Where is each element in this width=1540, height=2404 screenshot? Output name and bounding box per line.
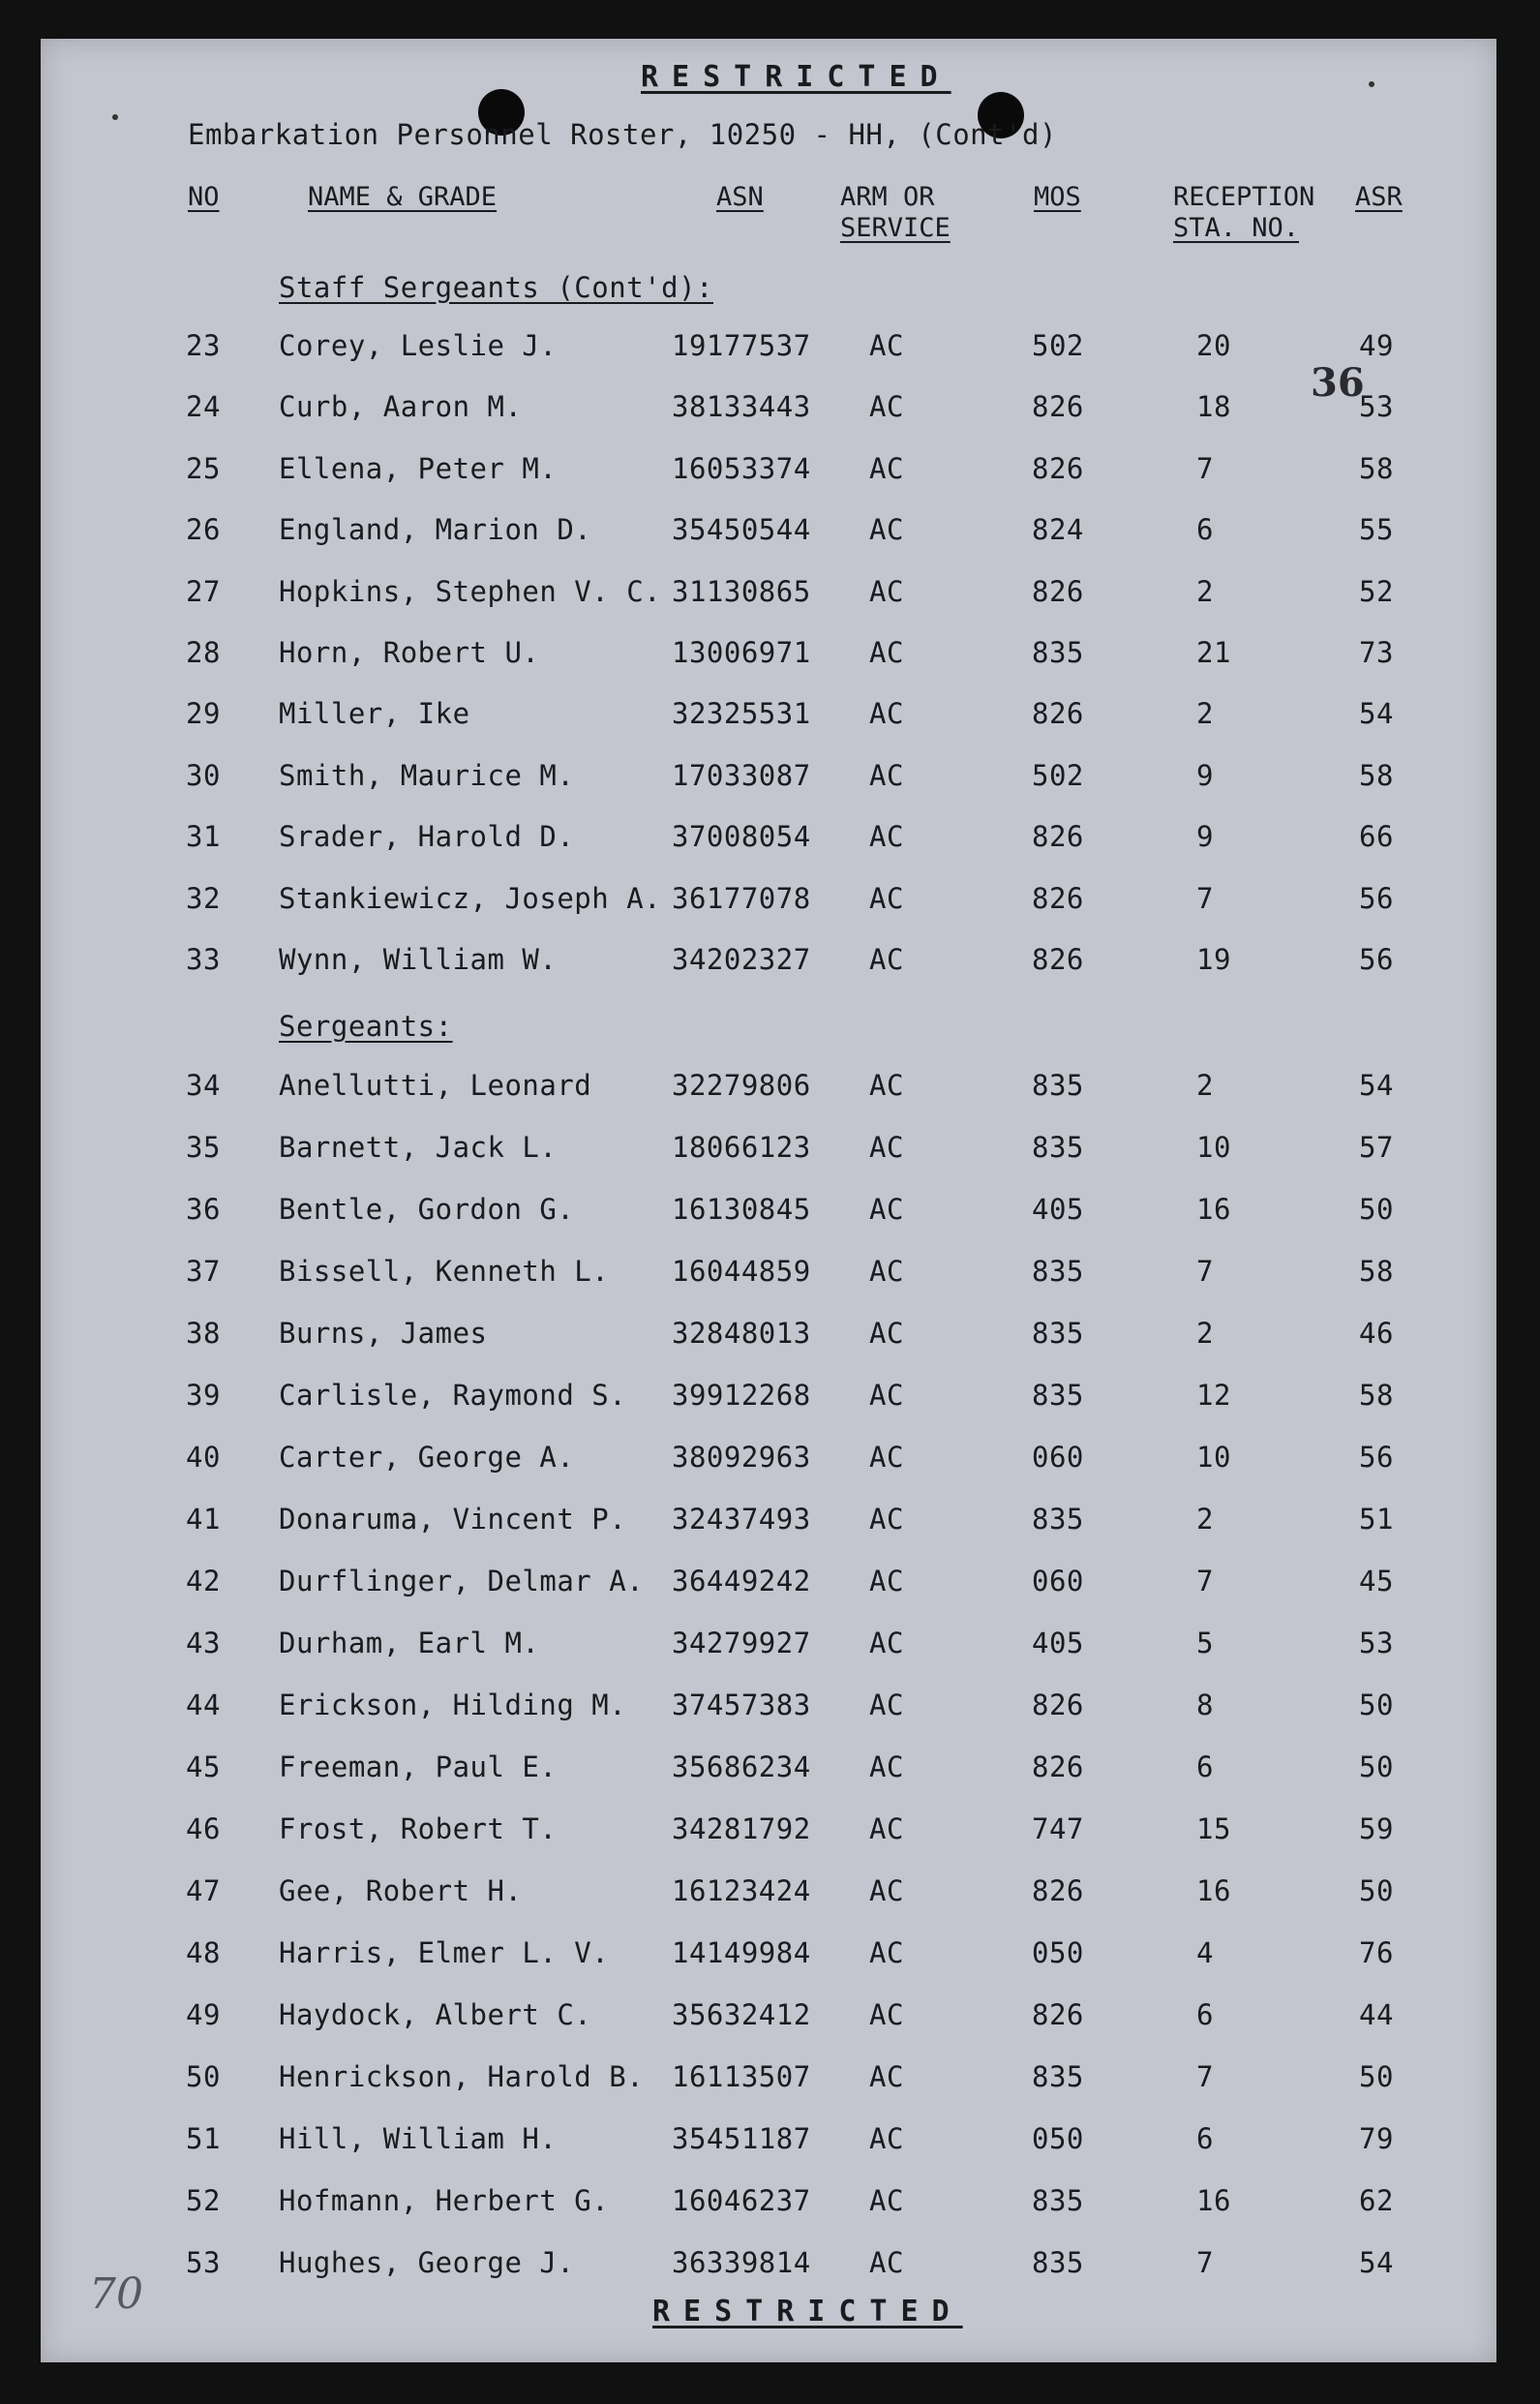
cell-rec: 20 <box>1196 329 1231 362</box>
cell-asr: 45 <box>1359 1565 1394 1598</box>
cell-no: 53 <box>186 2246 221 2279</box>
cell-mos: 502 <box>1032 329 1084 362</box>
cell-rec: 7 <box>1196 451 1214 485</box>
cell-asn: 16123424 <box>672 1874 811 1907</box>
header-asn: ASN <box>716 182 764 212</box>
cell-asr: 55 <box>1359 513 1394 547</box>
cell-asr: 50 <box>1359 2060 1394 2093</box>
cell-no: 39 <box>186 1379 221 1412</box>
cell-rec: 2 <box>1196 1069 1214 1102</box>
cell-asr: 79 <box>1359 2122 1394 2155</box>
cell-mos: 826 <box>1032 1689 1084 1721</box>
cell-asn: 35450544 <box>672 513 811 547</box>
cell-name: Durham, Earl M. <box>279 1627 540 1659</box>
cell-asn: 32848013 <box>672 1317 811 1350</box>
cell-asn: 16046237 <box>672 2184 811 2217</box>
cell-name: Smith, Maurice M. <box>279 758 575 792</box>
cell-asn: 38133443 <box>672 390 811 424</box>
cell-asr: 54 <box>1359 1069 1394 1102</box>
cell-name: Hill, William H. <box>279 2122 558 2155</box>
cell-asn: 16113507 <box>672 2060 811 2093</box>
cell-rec: 6 <box>1196 513 1214 547</box>
cell-name: Burns, James <box>279 1317 488 1350</box>
cell-mos: 824 <box>1032 513 1084 547</box>
cell-rec: 7 <box>1196 1255 1214 1288</box>
cell-name: Stankiewicz, Joseph A. <box>279 881 662 915</box>
cell-name: Haydock, Albert C. <box>279 1998 592 2031</box>
cell-asn: 35451187 <box>672 2122 811 2155</box>
cell-asr: 51 <box>1359 1503 1394 1536</box>
cell-mos: 835 <box>1032 1131 1084 1164</box>
cell-no: 35 <box>186 1131 221 1164</box>
cell-mos: 826 <box>1032 820 1084 854</box>
cell-rec: 19 <box>1196 943 1231 976</box>
cell-arm: AC <box>869 943 904 976</box>
cell-arm: AC <box>869 1255 904 1288</box>
cell-no: 24 <box>186 390 221 424</box>
cell-arm: AC <box>869 636 904 669</box>
cell-no: 29 <box>186 697 221 731</box>
cell-rec: 7 <box>1196 881 1214 915</box>
cell-asn: 35686234 <box>672 1750 811 1783</box>
cell-arm: AC <box>869 1874 904 1907</box>
cell-rec: 4 <box>1196 1936 1214 1969</box>
cell-arm: AC <box>869 697 904 731</box>
cell-rec: 18 <box>1196 390 1231 424</box>
cell-arm: AC <box>869 1131 904 1164</box>
cell-rec: 6 <box>1196 1750 1214 1783</box>
cell-mos: 826 <box>1032 943 1084 976</box>
document-page <box>41 39 1496 2362</box>
cell-asr: 44 <box>1359 1998 1394 2031</box>
cell-rec: 2 <box>1196 697 1214 731</box>
cell-no: 50 <box>186 2060 221 2093</box>
cell-mos: 826 <box>1032 451 1084 485</box>
cell-arm: AC <box>869 1317 904 1350</box>
classification-footer: RESTRICTED <box>652 2295 963 2328</box>
cell-asn: 32325531 <box>672 697 811 731</box>
cell-asr: 66 <box>1359 820 1394 854</box>
cell-arm: AC <box>869 390 904 424</box>
cell-asr: 53 <box>1359 1627 1394 1659</box>
cell-name: Hughes, George J. <box>279 2246 575 2279</box>
cell-name: Hofmann, Herbert G. <box>279 2184 610 2217</box>
cell-no: 25 <box>186 451 221 485</box>
cell-asn: 37457383 <box>672 1689 811 1721</box>
cell-no: 48 <box>186 1936 221 1969</box>
cell-asr: 57 <box>1359 1131 1394 1164</box>
cell-no: 30 <box>186 758 221 792</box>
cell-asr: 62 <box>1359 2184 1394 2217</box>
cell-mos: 060 <box>1032 1441 1084 1474</box>
cell-asr: 59 <box>1359 1812 1394 1845</box>
cell-asn: 16044859 <box>672 1255 811 1288</box>
cell-mos: 826 <box>1032 390 1084 424</box>
cell-asr: 50 <box>1359 1193 1394 1226</box>
cell-name: Carlisle, Raymond S. <box>279 1379 627 1412</box>
cell-arm: AC <box>869 2122 904 2155</box>
pencil-annotation: 70 <box>89 2269 143 2319</box>
cell-mos: 405 <box>1032 1193 1084 1226</box>
cell-name: Wynn, William W. <box>279 943 558 976</box>
cell-arm: AC <box>869 881 904 915</box>
cell-mos: 405 <box>1032 1627 1084 1659</box>
cell-mos: 747 <box>1032 1812 1084 1845</box>
cell-rec: 6 <box>1196 2122 1214 2155</box>
cell-no: 31 <box>186 820 221 854</box>
header-no: NO <box>188 182 220 212</box>
section-title-sergeants: Sergeants: <box>279 1010 453 1043</box>
cell-rec: 10 <box>1196 1131 1231 1164</box>
cell-no: 41 <box>186 1503 221 1536</box>
cell-name: Horn, Robert U. <box>279 636 540 669</box>
cell-no: 43 <box>186 1627 221 1659</box>
cell-mos: 826 <box>1032 1998 1084 2031</box>
section-title-staff-sergeants: Staff Sergeants (Cont'd): <box>279 271 713 304</box>
cell-arm: AC <box>869 1441 904 1474</box>
cell-name: Miller, Ike <box>279 697 470 731</box>
cell-name: Frost, Robert T. <box>279 1812 558 1845</box>
cell-asr: 58 <box>1359 1255 1394 1288</box>
cell-name: Anellutti, Leonard <box>279 1069 592 1102</box>
cell-asn: 34279927 <box>672 1627 811 1659</box>
cell-name: Barnett, Jack L. <box>279 1131 558 1164</box>
cell-asn: 39912268 <box>672 1379 811 1412</box>
cell-name: England, Marion D. <box>279 513 592 547</box>
cell-rec: 7 <box>1196 2060 1214 2093</box>
cell-asr: 56 <box>1359 1441 1394 1474</box>
cell-mos: 826 <box>1032 697 1084 731</box>
cell-asn: 35632412 <box>672 1998 811 2031</box>
cell-name: Durflinger, Delmar A. <box>279 1565 645 1598</box>
cell-no: 49 <box>186 1998 221 2031</box>
cell-arm: AC <box>869 1936 904 1969</box>
cell-arm: AC <box>869 1812 904 1845</box>
cell-asn: 34281792 <box>672 1812 811 1845</box>
cell-name: Donaruma, Vincent P. <box>279 1503 627 1536</box>
cell-arm: AC <box>869 758 904 792</box>
cell-no: 47 <box>186 1874 221 1907</box>
cell-no: 44 <box>186 1689 221 1721</box>
header-arm-service: ARM OR SERVICE <box>840 182 951 243</box>
cell-rec: 16 <box>1196 2184 1231 2217</box>
cell-mos: 502 <box>1032 758 1084 792</box>
cell-asn: 38092963 <box>672 1441 811 1474</box>
cell-no: 38 <box>186 1317 221 1350</box>
cell-asn: 32279806 <box>672 1069 811 1102</box>
cell-name: Bissell, Kenneth L. <box>279 1255 610 1288</box>
cell-name: Henrickson, Harold B. <box>279 2060 645 2093</box>
header-reception: RECEPTION STA. NO. <box>1173 182 1315 243</box>
header-mos: MOS <box>1034 182 1081 212</box>
cell-arm: AC <box>869 2246 904 2279</box>
cell-rec: 21 <box>1196 636 1231 669</box>
cell-name: Erickson, Hilding M. <box>279 1689 627 1721</box>
cell-arm: AC <box>869 1750 904 1783</box>
roster-title: Embarkation Personnel Roster, 10250 - HH, (Cont'd) <box>188 118 1057 151</box>
cell-asn: 16053374 <box>672 451 811 485</box>
cell-name: Corey, Leslie J. <box>279 329 558 362</box>
cell-arm: AC <box>869 329 904 362</box>
cell-rec: 9 <box>1196 820 1214 854</box>
cell-asn: 36177078 <box>672 881 811 915</box>
cell-asn: 31130865 <box>672 574 811 608</box>
cell-mos: 050 <box>1032 2122 1084 2155</box>
cell-name: Ellena, Peter M. <box>279 451 558 485</box>
cell-mos: 835 <box>1032 2184 1084 2217</box>
cell-name: Freeman, Paul E. <box>279 1750 558 1783</box>
cell-arm: AC <box>869 1503 904 1536</box>
cell-asr: 58 <box>1359 451 1394 485</box>
cell-asn: 19177537 <box>672 329 811 362</box>
cell-arm: AC <box>869 574 904 608</box>
cell-mos: 835 <box>1032 1069 1084 1102</box>
cell-mos: 835 <box>1032 636 1084 669</box>
cell-asr: 52 <box>1359 574 1394 608</box>
cell-asr: 54 <box>1359 2246 1394 2279</box>
cell-mos: 835 <box>1032 2246 1084 2279</box>
cell-no: 33 <box>186 943 221 976</box>
cell-asr: 53 <box>1359 390 1394 424</box>
cell-asr: 58 <box>1359 758 1394 792</box>
cell-mos: 826 <box>1032 574 1084 608</box>
cell-rec: 6 <box>1196 1998 1214 2031</box>
cell-arm: AC <box>869 2060 904 2093</box>
cell-rec: 8 <box>1196 1689 1214 1721</box>
cell-asr: 50 <box>1359 1750 1394 1783</box>
cell-no: 46 <box>186 1812 221 1845</box>
header-name: NAME & GRADE <box>308 182 498 212</box>
cell-rec: 9 <box>1196 758 1214 792</box>
cell-asn: 36339814 <box>672 2246 811 2279</box>
cell-asr: 73 <box>1359 636 1394 669</box>
cell-arm: AC <box>869 1689 904 1721</box>
cell-asr: 56 <box>1359 943 1394 976</box>
cell-arm: AC <box>869 1565 904 1598</box>
cell-rec: 16 <box>1196 1193 1231 1226</box>
cell-name: Curb, Aaron M. <box>279 390 523 424</box>
cell-asn: 16130845 <box>672 1193 811 1226</box>
cell-mos: 826 <box>1032 881 1084 915</box>
cell-rec: 2 <box>1196 574 1214 608</box>
cell-mos: 826 <box>1032 1750 1084 1783</box>
cell-asn: 34202327 <box>672 943 811 976</box>
classification-header: RESTRICTED <box>641 60 951 94</box>
cell-no: 28 <box>186 636 221 669</box>
cell-asn: 37008054 <box>672 820 811 854</box>
cell-rec: 2 <box>1196 1503 1214 1536</box>
cell-no: 36 <box>186 1193 221 1226</box>
cell-asr: 56 <box>1359 881 1394 915</box>
cell-mos: 835 <box>1032 1255 1084 1288</box>
speck <box>112 114 118 120</box>
cell-mos: 826 <box>1032 1874 1084 1907</box>
cell-name: Harris, Elmer L. V. <box>279 1936 610 1969</box>
cell-name: Gee, Robert H. <box>279 1874 523 1907</box>
cell-asn: 13006971 <box>672 636 811 669</box>
cell-no: 45 <box>186 1750 221 1783</box>
cell-arm: AC <box>869 1998 904 2031</box>
cell-mos: 835 <box>1032 2060 1084 2093</box>
cell-asr: 50 <box>1359 1874 1394 1907</box>
cell-arm: AC <box>869 1193 904 1226</box>
cell-rec: 2 <box>1196 1317 1214 1350</box>
cell-name: Srader, Harold D. <box>279 820 575 854</box>
cell-no: 52 <box>186 2184 221 2217</box>
cell-rec: 12 <box>1196 1379 1231 1412</box>
cell-rec: 7 <box>1196 2246 1214 2279</box>
speck <box>1369 81 1374 87</box>
cell-no: 32 <box>186 881 221 915</box>
cell-mos: 050 <box>1032 1936 1084 1969</box>
cell-rec: 10 <box>1196 1441 1231 1474</box>
cell-asr: 46 <box>1359 1317 1394 1350</box>
cell-asr: 49 <box>1359 329 1394 362</box>
cell-no: 23 <box>186 329 221 362</box>
cell-name: Bentle, Gordon G. <box>279 1193 575 1226</box>
cell-arm: AC <box>869 451 904 485</box>
cell-no: 27 <box>186 574 221 608</box>
cell-asr: 50 <box>1359 1689 1394 1721</box>
cell-rec: 7 <box>1196 1565 1214 1598</box>
cell-asn: 17033087 <box>672 758 811 792</box>
cell-mos: 835 <box>1032 1317 1084 1350</box>
cell-no: 34 <box>186 1069 221 1102</box>
cell-asn: 36449242 <box>672 1565 811 1598</box>
cell-no: 42 <box>186 1565 221 1598</box>
header-asr: ASR <box>1355 182 1403 212</box>
cell-rec: 15 <box>1196 1812 1231 1845</box>
cell-asr: 58 <box>1359 1379 1394 1412</box>
cell-no: 51 <box>186 2122 221 2155</box>
cell-arm: AC <box>869 2184 904 2217</box>
cell-asr: 76 <box>1359 1936 1394 1969</box>
cell-mos: 835 <box>1032 1503 1084 1536</box>
cell-asn: 14149984 <box>672 1936 811 1969</box>
cell-asr: 54 <box>1359 697 1394 731</box>
cell-rec: 5 <box>1196 1627 1214 1659</box>
cell-arm: AC <box>869 820 904 854</box>
cell-arm: AC <box>869 513 904 547</box>
cell-mos: 060 <box>1032 1565 1084 1598</box>
cell-mos: 835 <box>1032 1379 1084 1412</box>
cell-arm: AC <box>869 1379 904 1412</box>
cell-rec: 16 <box>1196 1874 1231 1907</box>
cell-name: Carter, George A. <box>279 1441 575 1474</box>
cell-asn: 32437493 <box>672 1503 811 1536</box>
cell-asn: 18066123 <box>672 1131 811 1164</box>
cell-no: 40 <box>186 1441 221 1474</box>
cell-name: Hopkins, Stephen V. C. <box>279 574 662 608</box>
cell-arm: AC <box>869 1627 904 1659</box>
page-number-stamp: 36 <box>1311 360 1365 406</box>
cell-arm: AC <box>869 1069 904 1102</box>
cell-no: 37 <box>186 1255 221 1288</box>
cell-no: 26 <box>186 513 221 547</box>
